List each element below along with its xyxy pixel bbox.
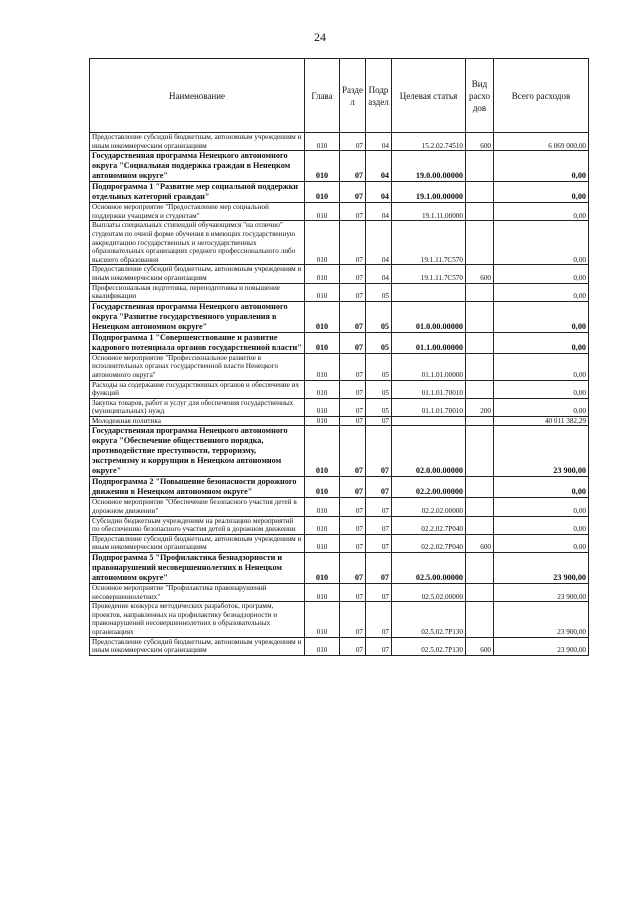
header-total: Всего расходов — [494, 59, 589, 133]
cell-podrazdel: 07 — [366, 637, 392, 655]
cell-glava: 010 — [305, 203, 340, 221]
cell-target — [392, 283, 466, 301]
cell-name: Молодежная политика — [90, 416, 305, 426]
cell-total: 0,00 — [494, 516, 589, 534]
cell-total: 0,00 — [494, 534, 589, 552]
cell-razdel: 07 — [340, 477, 366, 498]
cell-target: 19.1.11.00000 — [392, 203, 466, 221]
cell-name: Подпрограмма 5 "Профилактика безнадзорности и правонарушений несовершеннолетних в Ненецком автономном округе" — [90, 553, 305, 584]
cell-razdel: 07 — [340, 498, 366, 516]
cell-razdel: 07 — [340, 301, 366, 332]
cell-name: Проведение конкурса методических разработок, программ, проектов, направленных на профилактику безнадзорности и правонарушений несовершеннолетних в образовательных организациях — [90, 602, 305, 637]
table-row — [90, 516, 589, 534]
cell-total: 0,00 — [494, 151, 589, 182]
cell-glava: 010 — [305, 426, 340, 477]
cell-razdel: 07 — [340, 398, 366, 416]
cell-vid — [466, 203, 494, 221]
cell-glava: 010 — [305, 221, 340, 265]
table-row — [90, 498, 589, 516]
cell-podrazdel: 07 — [366, 602, 392, 637]
cell-name: Предоставление субсидий бюджетным, автономным учреждениям и иным некоммерческим организациям — [90, 265, 305, 283]
cell-total: 0,00 — [494, 332, 589, 353]
header-podrazdel: Подр аздел — [366, 59, 392, 133]
cell-total: 23 900,00 — [494, 426, 589, 477]
cell-razdel: 07 — [340, 221, 366, 265]
cell-total: 23 900,00 — [494, 602, 589, 637]
cell-podrazdel: 07 — [366, 516, 392, 534]
cell-podrazdel: 05 — [366, 398, 392, 416]
cell-vid — [466, 301, 494, 332]
cell-vid — [466, 584, 494, 602]
cell-name: Закупка товаров, работ и услуг для обеспечения государственных (муниципальных) нужд — [90, 398, 305, 416]
cell-target: 19.0.00.00000 — [392, 151, 466, 182]
cell-vid — [466, 477, 494, 498]
cell-total: 40 011 382,29 — [494, 416, 589, 426]
table-row — [90, 584, 589, 602]
cell-total: 0,00 — [494, 398, 589, 416]
cell-name: Предоставление субсидий бюджетным, автономным учреждениям и иным некоммерческим организациям — [90, 133, 305, 151]
cell-name: Предоставление субсидий бюджетным, автономным учреждениям и иным некоммерческим организациям — [90, 534, 305, 552]
cell-vid: 200 — [466, 398, 494, 416]
table-row — [90, 426, 589, 477]
cell-target: 02.5.02.7Р130 — [392, 602, 466, 637]
cell-vid — [466, 498, 494, 516]
cell-razdel: 07 — [340, 380, 366, 398]
cell-total: 0,00 — [494, 301, 589, 332]
cell-target: 19.1.11.7С570 — [392, 221, 466, 265]
cell-vid — [466, 221, 494, 265]
cell-vid — [466, 602, 494, 637]
table-row — [90, 602, 589, 637]
cell-vid: 600 — [466, 133, 494, 151]
header-vid: Вид расхо дов — [466, 59, 494, 133]
cell-podrazdel: 04 — [366, 221, 392, 265]
cell-target: 15.2.02.74510 — [392, 133, 466, 151]
cell-name: Подпрограмма 1 "Развитие мер социальной поддержки отдельных категорий граждан" — [90, 182, 305, 203]
cell-target: 01.1.00.00000 — [392, 332, 466, 353]
cell-vid — [466, 353, 494, 380]
table-body — [90, 133, 589, 656]
cell-target: 01.0.00.00000 — [392, 301, 466, 332]
cell-podrazdel: 04 — [366, 265, 392, 283]
table-row — [90, 534, 589, 552]
cell-razdel: 07 — [340, 283, 366, 301]
cell-vid — [466, 426, 494, 477]
cell-name: Профессиональная подготовка, переподготовка и повышение квалификации — [90, 283, 305, 301]
cell-podrazdel: 07 — [366, 584, 392, 602]
cell-name: Государственная программа Ненецкого автономного округа "Развитие государственного управления в Ненецком автономном округе" — [90, 301, 305, 332]
cell-name: Основное мероприятие "Профилактика правонарушений несовершеннолетних" — [90, 584, 305, 602]
cell-target: 02.5.00.00000 — [392, 553, 466, 584]
cell-total: 0,00 — [494, 203, 589, 221]
cell-name: Государственная программа Ненецкого автономного округа "Обеспечение общественного порядка, противодействие преступности, терроризму, экстремизму и коррупции в Ненецком автономном округе" — [90, 426, 305, 477]
cell-glava: 010 — [305, 553, 340, 584]
budget-table — [89, 58, 589, 656]
table-row — [90, 203, 589, 221]
table-row — [90, 353, 589, 380]
cell-podrazdel: 07 — [366, 534, 392, 552]
table-row — [90, 416, 589, 426]
cell-glava: 010 — [305, 498, 340, 516]
cell-glava: 010 — [305, 398, 340, 416]
cell-target: 01.1.01.70010 — [392, 398, 466, 416]
cell-total: 0,00 — [494, 498, 589, 516]
cell-name: Государственная программа Ненецкого автономного округа "Социальная поддержка граждан в Ненецком автономном округе" — [90, 151, 305, 182]
cell-name: Основное мероприятие "Профессиональное развитие в исполнительных органах государственной власти Ненецкого автономного округа" — [90, 353, 305, 380]
page-number: 24 — [314, 30, 326, 44]
cell-podrazdel: 05 — [366, 380, 392, 398]
header-target: Целевая статья — [392, 59, 466, 133]
cell-total: 0,00 — [494, 353, 589, 380]
cell-glava: 010 — [305, 516, 340, 534]
cell-podrazdel: 04 — [366, 182, 392, 203]
cell-total: 0,00 — [494, 265, 589, 283]
cell-podrazdel: 05 — [366, 283, 392, 301]
cell-vid — [466, 332, 494, 353]
cell-name: Основное мероприятие "Предоставление мер социальной поддержки учащимся и студентам" — [90, 203, 305, 221]
cell-name: Выплаты специальных стипендий обучающимся "на отлично" студентам по очной форме обучения в имеющих государственную аккредитацию государственных и негосударственных образовательных организациях среднего профессионального либо высшего образования — [90, 221, 305, 265]
header-glava: Глава — [305, 59, 340, 133]
cell-razdel: 07 — [340, 602, 366, 637]
cell-name: Подпрограмма 2 "Повышение безопасности дорожного движения в Ненецком автономном округе" — [90, 477, 305, 498]
cell-podrazdel: 07 — [366, 426, 392, 477]
cell-glava: 010 — [305, 151, 340, 182]
table-row — [90, 301, 589, 332]
table-row — [90, 133, 589, 151]
cell-name: Основное мероприятие "Обеспечение безопасного участия детей в дорожном движении" — [90, 498, 305, 516]
cell-vid — [466, 553, 494, 584]
cell-vid — [466, 380, 494, 398]
cell-glava: 010 — [305, 283, 340, 301]
cell-name: Расходы на содержание государственных органов и обеспечение их функций — [90, 380, 305, 398]
cell-glava: 010 — [305, 332, 340, 353]
cell-total: 23 900,00 — [494, 637, 589, 655]
cell-target: 19.1.11.7С570 — [392, 265, 466, 283]
cell-podrazdel: 07 — [366, 553, 392, 584]
cell-target: 02.5.02.00000 — [392, 584, 466, 602]
table-row — [90, 398, 589, 416]
cell-podrazdel: 04 — [366, 133, 392, 151]
cell-razdel: 07 — [340, 416, 366, 426]
cell-razdel: 07 — [340, 534, 366, 552]
cell-razdel: 07 — [340, 182, 366, 203]
cell-total: 23 900,00 — [494, 584, 589, 602]
cell-podrazdel: 07 — [366, 498, 392, 516]
table-row — [90, 477, 589, 498]
header-razdel: Разде л — [340, 59, 366, 133]
cell-vid — [466, 151, 494, 182]
cell-vid — [466, 283, 494, 301]
cell-target: 19.1.00.00000 — [392, 182, 466, 203]
table-row — [90, 332, 589, 353]
cell-glava: 010 — [305, 584, 340, 602]
cell-razdel: 07 — [340, 637, 366, 655]
cell-razdel: 07 — [340, 553, 366, 584]
cell-razdel: 07 — [340, 584, 366, 602]
cell-total: 0,00 — [494, 380, 589, 398]
cell-target: 02.2.02.00000 — [392, 498, 466, 516]
cell-vid — [466, 516, 494, 534]
cell-glava: 010 — [305, 602, 340, 637]
cell-vid — [466, 416, 494, 426]
cell-glava: 010 — [305, 534, 340, 552]
cell-glava: 010 — [305, 265, 340, 283]
cell-target — [392, 416, 466, 426]
cell-vid: 600 — [466, 265, 494, 283]
cell-glava: 010 — [305, 301, 340, 332]
cell-target: 02.0.00.00000 — [392, 426, 466, 477]
cell-razdel: 07 — [340, 133, 366, 151]
table-row — [90, 221, 589, 265]
cell-razdel: 07 — [340, 353, 366, 380]
cell-glava: 010 — [305, 416, 340, 426]
table-row — [90, 265, 589, 283]
cell-glava: 010 — [305, 353, 340, 380]
cell-podrazdel: 05 — [366, 301, 392, 332]
cell-target: 02.2.02.7Р040 — [392, 516, 466, 534]
cell-glava: 010 — [305, 477, 340, 498]
cell-razdel: 07 — [340, 151, 366, 182]
header-name: Наименование — [90, 59, 305, 133]
cell-razdel: 07 — [340, 203, 366, 221]
cell-target: 02.2.02.7Р040 — [392, 534, 466, 552]
cell-vid — [466, 182, 494, 203]
cell-glava: 010 — [305, 133, 340, 151]
cell-vid: 600 — [466, 534, 494, 552]
table-row — [90, 283, 589, 301]
cell-target: 02.5.02.7Р130 — [392, 637, 466, 655]
cell-name: Подпрограмма 1 "Совершенствование и развитие кадрового потенциала органов государственной власти" — [90, 332, 305, 353]
table-row — [90, 182, 589, 203]
cell-razdel: 07 — [340, 332, 366, 353]
cell-glava: 010 — [305, 637, 340, 655]
cell-razdel: 07 — [340, 516, 366, 534]
cell-vid: 600 — [466, 637, 494, 655]
cell-glava: 010 — [305, 182, 340, 203]
cell-total: 23 900,00 — [494, 553, 589, 584]
cell-podrazdel: 04 — [366, 203, 392, 221]
cell-total: 0,00 — [494, 283, 589, 301]
cell-target: 01.1.01.00000 — [392, 353, 466, 380]
cell-razdel: 07 — [340, 265, 366, 283]
cell-glava: 010 — [305, 380, 340, 398]
cell-razdel: 07 — [340, 426, 366, 477]
table-header-row — [90, 59, 589, 133]
cell-total: 0,00 — [494, 477, 589, 498]
cell-podrazdel: 04 — [366, 151, 392, 182]
table-row — [90, 151, 589, 182]
table-row — [90, 380, 589, 398]
cell-name: Предоставление субсидий бюджетным, автономным учреждениям и иным некоммерческим организациям — [90, 637, 305, 655]
cell-total: 0,00 — [494, 182, 589, 203]
cell-total: 0,00 — [494, 221, 589, 265]
cell-target: 01.1.01.70010 — [392, 380, 466, 398]
cell-podrazdel: 07 — [366, 477, 392, 498]
cell-podrazdel: 05 — [366, 332, 392, 353]
table-row — [90, 553, 589, 584]
table-row — [90, 637, 589, 655]
cell-podrazdel: 05 — [366, 353, 392, 380]
cell-podrazdel: 07 — [366, 416, 392, 426]
cell-name: Субсидии бюджетным учреждениям на реализацию мероприятий по обеспечению безопасного участия детей в дорожном движении — [90, 516, 305, 534]
cell-target: 02.2.00.00000 — [392, 477, 466, 498]
cell-total: 6 069 000,00 — [494, 133, 589, 151]
